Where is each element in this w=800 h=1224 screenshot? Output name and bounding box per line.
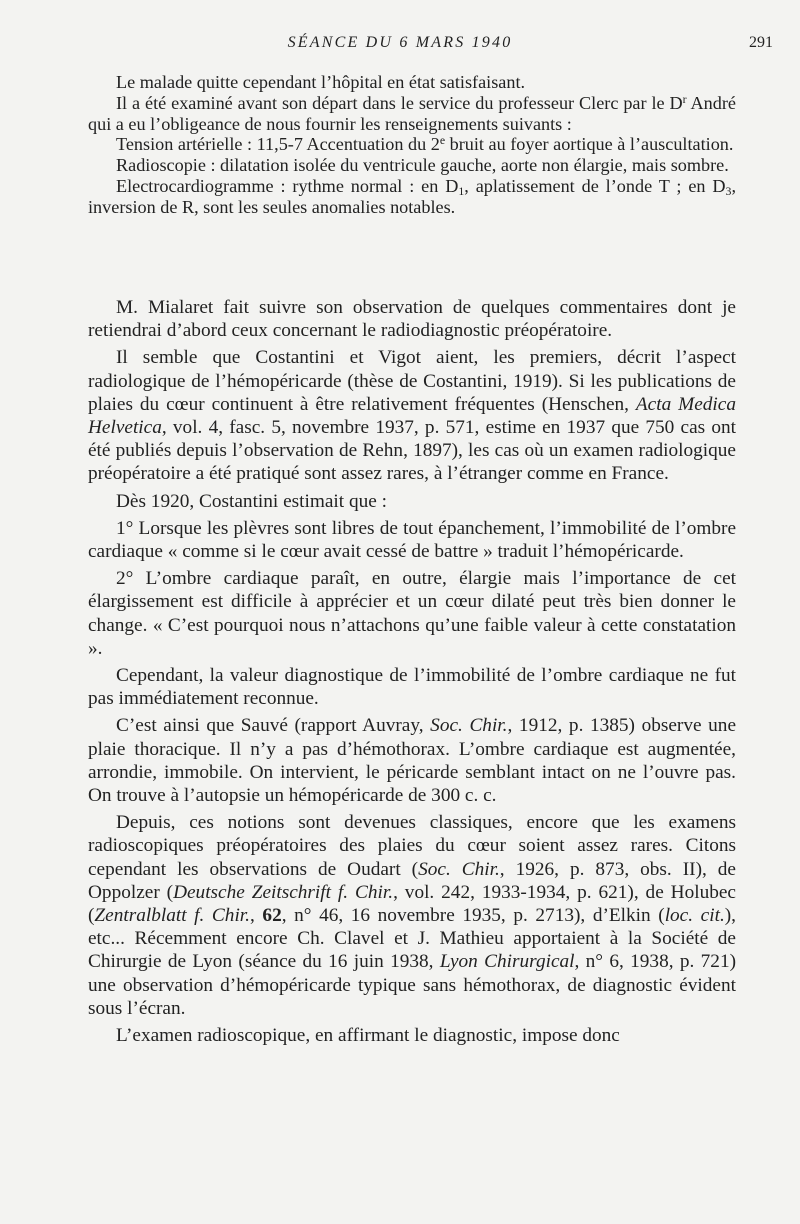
paragraph: Radioscopie : dilatation isolée du ventricule gauche, aorte non élargie, mais sombre.	[116, 155, 729, 176]
case-report-small-print	[88, 72, 736, 218]
paragraph: Depuis, ces notions sont devenues classiques, encore que les examens radioscopiques préopératoires des plaies du cœur soient assez rares. Citons cependant les observations de Oudart (Soc. Chir., 1926, p. 873, obs. II), de Oppolzer (Deutsche Zeitschrift f. Chir., vol. 242, 1933-1934, p. 621), de Holubec (Zentralblatt f. Chir., 62, n° 46, 16 novembre 1935, p. 2713), d’Elkin (loc. cit.), etc... Récemment encore Ch. Clavel et J. Mathieu apportaient à la Société de Chirurgie de Lyon (séance du 16 juin 1938, Lyon Chirurgical, n° 6, 1938, p. 721) une observation d’hémopéricarde typique sans hémothorax, de diagnostic évident sous l’écran.	[88, 812, 737, 1019]
paragraph: Dès 1920, Costantini estimait que :	[116, 490, 387, 512]
main-body-text	[88, 296, 736, 1051]
paragraph: Electrocardiogramme : rythme normal : en $D_1$, aplatissement de l’onde T ; en $D_3$, inversion de R, sont les seules anomalies notables.	[88, 175, 736, 217]
paragraph: Il semble que Costantini et Vigot aient, les premiers, décrit l’aspect radiologique de l’hémopéricarde (thèse de Costantini, 1919). Si les publications de plaies du cœur continuent à être relativement fréquentes (Henschen, Acta Medica Helvetica, vol. 4, fasc. 5, novembre 1937, p. 571, estime en 1937 que 750 cas ont été publiés depuis l’observation de Rehn, 1897), les cas où un examen radiologique préopératoire a été pratiqué sont assez rares, à l’étranger comme en France.	[88, 347, 736, 485]
paragraph: Le malade quitte cependant l’hôpital en état satisfaisant.	[116, 72, 526, 92]
paragraph: M. Mialaret fait suivre son observation de quelques commentaires dont je retiendrai d’abord ceux concernant le radiodiagnostic préopératoire.	[88, 297, 736, 342]
paragraph: 1° Lorsque les plèvres sont libres de tout épanchement, l’immobilité de l’ombre cardiaque « comme si le cœur avait cessé de battre » traduit l’hémopéricarde.	[88, 517, 736, 563]
paragraph: Cependant, la valeur diagnostique de l’immobilité de l’ombre cardiaque ne fut pas immédiatement reconnue.	[88, 665, 736, 710]
paragraph: L’examen radioscopique, en affirmant le diagnostic, impose donc	[116, 1025, 620, 1047]
running-header	[0, 34, 800, 56]
paragraph: 2° L’ombre cardiaque paraît, en outre, élargie mais l’importance de cet élargissement est difficile à apprécier et un cœur dilaté peut très bien donner le change. « C’est pourquoi nous n’attachons qu’une faible valeur à cette constatation ».	[88, 568, 736, 659]
paragraph: Il a été examiné avant son départ dans le service du professeur Clerc par le $D^r$ André qui a eu l’obligeance de nous fournir les renseignements suivants :	[88, 91, 736, 134]
page-number: 291	[749, 34, 773, 51]
paragraph: C’est ainsi que Sauvé (rapport Auvray, Soc. Chir., 1912, p. 1385) observe une plaie thoracique. Il n’y a pas d’hémothorax. L’ombre cardiaque est augmentée, arrondie, immobile. On intervient, le péricarde semblant intact on ne l’ouvre pas. On trouve à l’autopsie un hémopéricarde de 300 c. c.	[88, 715, 736, 807]
running-title: SÉANCE DU 6 MARS 1940	[287, 34, 513, 51]
paragraph: Tension artérielle : 11,5-7 Accentuation du 2e bruit au foyer aortique à l’auscultation.	[116, 133, 734, 155]
